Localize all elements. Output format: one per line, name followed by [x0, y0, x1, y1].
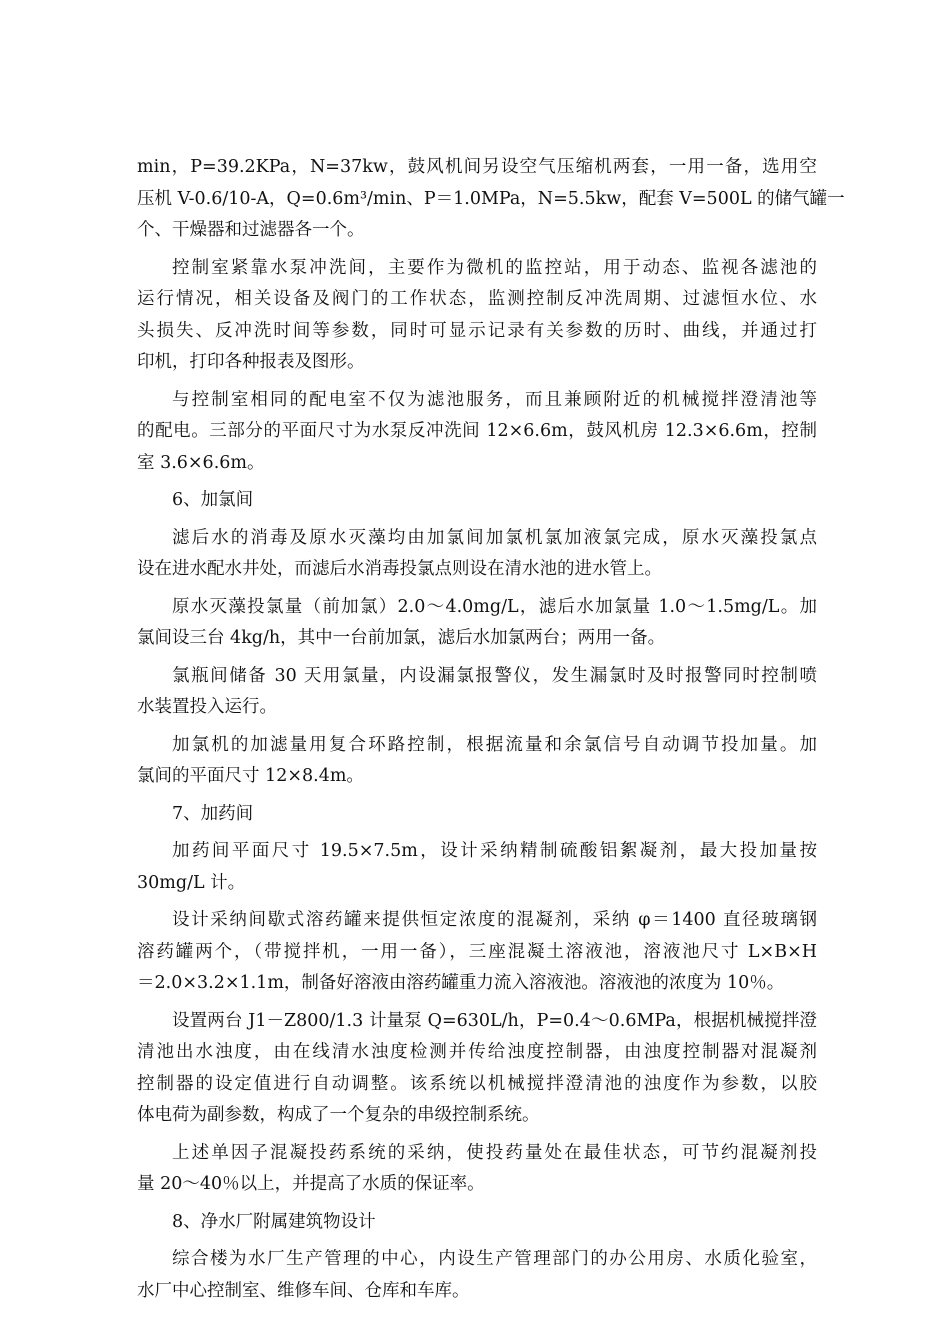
- paragraph: [137, 253, 817, 379]
- paragraph: [137, 385, 817, 480]
- paragraph: [137, 1138, 817, 1201]
- paragraph: [137, 905, 817, 1000]
- text-line: 氯间的平面尺寸 12×8.4m。: [137, 766, 364, 786]
- text-line: 设在进水配水井处，而滤后水消毒投氯点则设在清水池的进水管上。: [137, 559, 662, 579]
- text-line: 溶药罐两个，（带搅拌机，一用一备），三座混凝土溶液池，溶液池尺寸 L×B×H: [137, 941, 817, 962]
- text-line: 加氯机的加滤量用复合环路控制，根据流量和余氯信号自动调节投加量。加: [172, 734, 817, 755]
- heading-text: 6、加氯间: [172, 490, 254, 510]
- text-line: 压机 V-0.6/10-A，Q=0.6m³/min、P＝1.0MPa，N=5.5kw，配套 V=500L 的储气罐一: [137, 188, 845, 209]
- text-line: 与控制室相同的配电室不仅为滤池服务，而且兼顾附近的机械搅拌澄清池等: [172, 389, 817, 410]
- heading-text: 8、净水厂附属建筑物设计: [172, 1211, 376, 1232]
- paragraph: [137, 592, 817, 655]
- text-line: 清池出水浊度，由在线清水浊度检测并传给浊度控制器，由浊度控制器对混凝剂: [137, 1042, 817, 1062]
- paragraph: [137, 661, 817, 724]
- text-line: 30mg/L 计。: [137, 872, 246, 893]
- text-line: 水厂中心控制室、维修车间、仓库和车库。: [137, 1280, 470, 1301]
- text-line: 运行情况，相关设备及阀门的工作状态，监测控制反冲洗周期、过滤恒水位、水: [137, 289, 817, 309]
- section-heading: [137, 1207, 817, 1239]
- paragraph: [137, 730, 817, 793]
- paragraph: [137, 152, 845, 247]
- text-line: 上述单因子混凝投药系统的采纳，使投药量处在最佳状态，可节约混凝剂投: [172, 1142, 817, 1163]
- section-heading: [137, 799, 817, 831]
- text-line: 水装置投入运行。: [137, 697, 277, 717]
- text-line: 氯瓶间储备 30 天用氯量，内设漏氯报警仪，发生漏氯时及时报警同时控制喷: [172, 665, 817, 686]
- heading-text: 7、加药间: [172, 803, 254, 824]
- text-line: 控制器的设定值进行自动调整。该系统以机械搅拌澄清池的浊度作为参数，以胶: [137, 1073, 817, 1094]
- paragraph: [137, 1244, 817, 1307]
- text-line: 量 20～40％以上，并提高了水质的保证率。: [137, 1174, 485, 1194]
- text-line: 滤后水的消毒及原水灭藻均由加氯间加氯机氯加液氯完成，原水灭藻投氯点: [172, 527, 817, 548]
- text-line: 原水灭藻投氯量（前加氯）2.0～4.0mg/L，滤后水加氯量 1.0～1.5mg/L。加: [172, 596, 817, 617]
- text-line: 头损失、反冲洗时间等参数，同时可显示记录有关参数的历时、曲线，并通过打: [137, 320, 817, 341]
- text-line: 印机，打印各种报表及图形。: [137, 352, 365, 372]
- document-body: [137, 152, 845, 1307]
- text-line: 的配电。三部分的平面尺寸为水泵反冲洗间 12×6.6m，鼓风机房 12.3×6.6m，控制: [137, 421, 817, 441]
- section-heading: [137, 485, 817, 517]
- text-line: 设置两台 J1－Z800/1.3 计量泵 Q=630L/h，P=0.4～0.6MPa，根据机械搅拌澄: [172, 1010, 817, 1031]
- paragraph: [137, 1006, 817, 1132]
- paragraph: [137, 523, 817, 586]
- text-line: 体电荷为副参数，构成了一个复杂的串级控制系统。: [137, 1105, 540, 1125]
- text-line: 控制室紧靠水泵冲洗间，主要作为微机的监控站，用于动态、监视各滤池的: [172, 257, 817, 278]
- text-line: 加药间平面尺寸 19.5×7.5m，设计采纳精制硫酸铝絮凝剂，最大投加量按: [172, 841, 817, 861]
- text-line: 氯间设三台 4kg/h，其中一台前加氯，滤后水加氯两台；两用一备。: [137, 628, 666, 648]
- paragraph: [137, 836, 817, 899]
- text-line: min，P=39.2KPa，N=37kw，鼓风机间另设空气压缩机两套，一用一备，选用空: [137, 157, 817, 177]
- text-line: 个、干燥器和过滤器各一个。: [137, 220, 365, 240]
- text-line: ＝2.0×3.2×1.1m，制备好溶液由溶药罐重力流入溶液池。溶液池的浓度为 10％。: [137, 973, 785, 993]
- text-line: 综合楼为水厂生产管理的中心，内设生产管理部门的办公用房、水质化验室，: [172, 1249, 817, 1269]
- text-line: 设计采纳间歇式溶药罐来提供恒定浓度的混凝剂，采纳 φ＝1400 直径玻璃钢: [172, 910, 817, 930]
- text-line: 室 3.6×6.6m。: [137, 452, 265, 473]
